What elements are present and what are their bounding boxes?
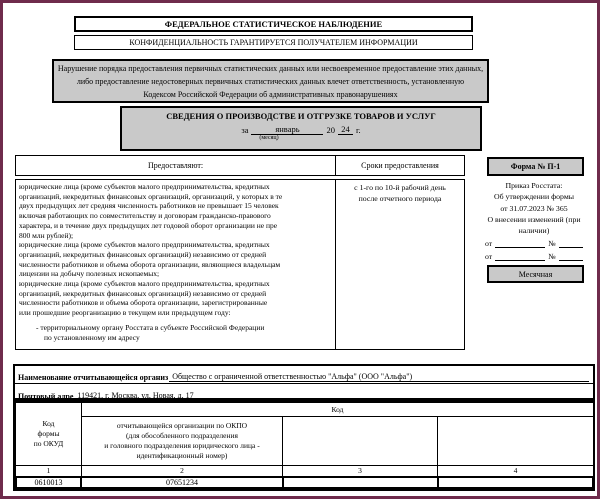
rosstat-bullet-line-1: - территориальному органу Росстата в субъекте Российской Федерации — [36, 322, 265, 332]
amendment-date-field-2[interactable] — [495, 251, 545, 261]
za-label: за — [241, 125, 249, 135]
year-suffix-label: г. — [355, 125, 361, 135]
report-period-row — [122, 124, 480, 135]
num-label: № — [548, 252, 556, 261]
deadline-cell — [335, 179, 465, 350]
amendment-date-field-1[interactable] — [495, 238, 545, 248]
providers-line: включая работающих по совместительству и договорам гражданско-правового — [19, 211, 271, 221]
month-field[interactable]: январь — [251, 124, 323, 135]
form-title-box — [120, 106, 482, 151]
federal-observation-banner — [74, 16, 473, 32]
digit-cell-4: 4 — [437, 465, 594, 477]
providers-paragraph-2 — [19, 240, 334, 279]
order-line: наличии) — [518, 226, 550, 236]
providers-paragraph-3 — [19, 279, 334, 318]
order-line: О внесении изменений (при — [487, 214, 581, 224]
digit-cell-1: 1 — [15, 465, 82, 477]
okpo-header-line: (для обособленного подразделения — [126, 431, 238, 440]
kod-header-label: Код — [331, 404, 344, 414]
org-name-field[interactable]: Общество с ограниченной ответственностью "Альфа" (ООО "Альфа") — [169, 372, 589, 382]
rosstat-bullet-line-2: по установленному им адресу — [44, 332, 140, 342]
century-label: 20 — [326, 125, 335, 135]
code-col4-header-cell — [437, 416, 594, 466]
warning-line: Кодексом Российской Федерации об административных правонарушениях — [143, 89, 398, 99]
okud-code-field[interactable]: 0610013 — [15, 476, 82, 489]
year-field[interactable]: 24 — [338, 124, 353, 135]
okud-header-cell — [15, 402, 82, 466]
num-label: № — [548, 239, 556, 248]
postal-address-field[interactable]: 119421, г. Москва, ул. Новая, д. 17 — [74, 391, 589, 401]
organization-info-box — [13, 364, 595, 400]
okud-header-line: Код — [42, 419, 55, 428]
okpo-header-line: отчитывающейся организации по ОКПО — [116, 421, 248, 430]
providers-line: организаций, некредитных финансовых организаций) независимо от средней — [19, 288, 267, 298]
month-caption: (месяц) — [259, 135, 279, 141]
warning-line: Нарушение порядка предоставления первичных статистических данных или несвоевременное предоставление этих данных, — [57, 63, 484, 73]
confidentiality-label: КОНФИДЕНЦИАЛЬНОСТЬ ГАРАНТИРУЕТСЯ ПОЛУЧАТЕЛЕМ ИНФОРМАЦИИ — [129, 38, 418, 47]
providers-line: юридические лица (кроме субъектов малого предпринимательства, кредитных — [19, 182, 270, 191]
deadline-column-header — [335, 155, 465, 176]
okpo-header-cell — [81, 416, 283, 466]
providers-line: или прошедшие реорганизацию в текущем или предыдущем году: — [19, 308, 231, 318]
form-number-box — [487, 157, 584, 176]
amendment-row-1 — [485, 236, 589, 248]
code-field-3[interactable] — [282, 476, 439, 489]
order-line: Об утверждении формы — [493, 192, 575, 202]
amendment-number-field-2[interactable] — [559, 251, 583, 261]
code-table — [13, 400, 595, 491]
org-name-label: Наименование отчитывающейся организ — [18, 373, 169, 382]
deadline-header-label: Сроки предоставления — [361, 161, 439, 170]
federal-observation-label: ФЕДЕРАЛЬНОЕ СТАТИСТИЧЕСКОЕ НАБЛЮДЕНИЕ — [164, 19, 383, 29]
digit-cell-2: 2 — [81, 465, 283, 477]
providers-line: лицензии на добычу полезных ископаемых; — [19, 269, 160, 279]
okpo-header-line: идентификационный номер) — [136, 451, 228, 460]
providers-line: юридические лица (кроме субъектов малого предпринимательства, кредитных — [19, 279, 270, 289]
okpo-header-line: и головного подразделения юридического лица - — [104, 441, 260, 450]
providers-cell — [15, 179, 336, 350]
providers-line: характера, и в течение двух предыдущих лет годовой оборот организации не пре — [19, 220, 278, 230]
code-col3-header-cell — [282, 416, 438, 466]
deadline-line: с 1-го по 10-й рабочий день — [354, 183, 446, 192]
providers-header-label: Предоставляют: — [147, 161, 204, 170]
providers-line: организаций, некредитных финансовых организаций) независимо от средней — [19, 249, 267, 259]
okud-header-line: по ОКУД — [33, 439, 64, 448]
okud-header-line: формы — [37, 429, 60, 438]
kod-header-cell — [81, 402, 594, 417]
periodicity-label: Месячная — [518, 269, 553, 279]
org-name-row — [15, 366, 593, 384]
digit-cell-3: 3 — [282, 465, 438, 477]
postal-address-label: Почтовый адре — [18, 392, 74, 401]
providers-line: 800 млн рублей); — [19, 230, 74, 240]
providers-line: организаций, некредитных финансовых организаций, организаций, у которых в те — [19, 191, 283, 201]
providers-line: юридические лица (кроме субъектов малого предпринимательства, кредитных — [19, 240, 270, 250]
deadline-line: после отчетного периода — [358, 193, 442, 203]
form-title: СВЕДЕНИЯ О ПРОИЗВОДСТВЕ И ОТГРУЗКЕ ТОВАРОВ И УСЛУГ — [166, 111, 436, 121]
confidentiality-banner — [74, 35, 473, 50]
providers-line: двух предыдущих лет средняя численность работников не превышает 15 человек — [19, 201, 279, 211]
providers-line: численности работников и объема оборота организации, являющиеся владельцам — [19, 259, 281, 269]
providers-column-header — [15, 155, 336, 176]
providers-paragraph-1 — [19, 182, 334, 240]
providers-line: численности работников и объема оборота организации, зарегистрированные — [19, 298, 268, 308]
amendment-number-field-1[interactable] — [559, 238, 583, 248]
order-line: Приказ Росстата: — [505, 181, 563, 190]
amendment-row-2 — [485, 249, 589, 261]
okpo-code-field[interactable]: 07651234 — [80, 476, 284, 489]
warning-line: либо предоставление недостоверных первичных статистических данных влечет ответственность, установленную — [76, 76, 465, 86]
code-field-4[interactable] — [437, 476, 594, 489]
rosstat-order-block — [470, 180, 598, 236]
ot-label: от — [485, 252, 493, 261]
form-number-label: Форма № П-1 — [510, 162, 561, 171]
violation-warning-box — [52, 59, 489, 103]
periodicity-box — [487, 265, 584, 283]
ot-label: от — [485, 239, 493, 248]
order-line: от 31.07.2023 № 365 — [500, 203, 568, 213]
